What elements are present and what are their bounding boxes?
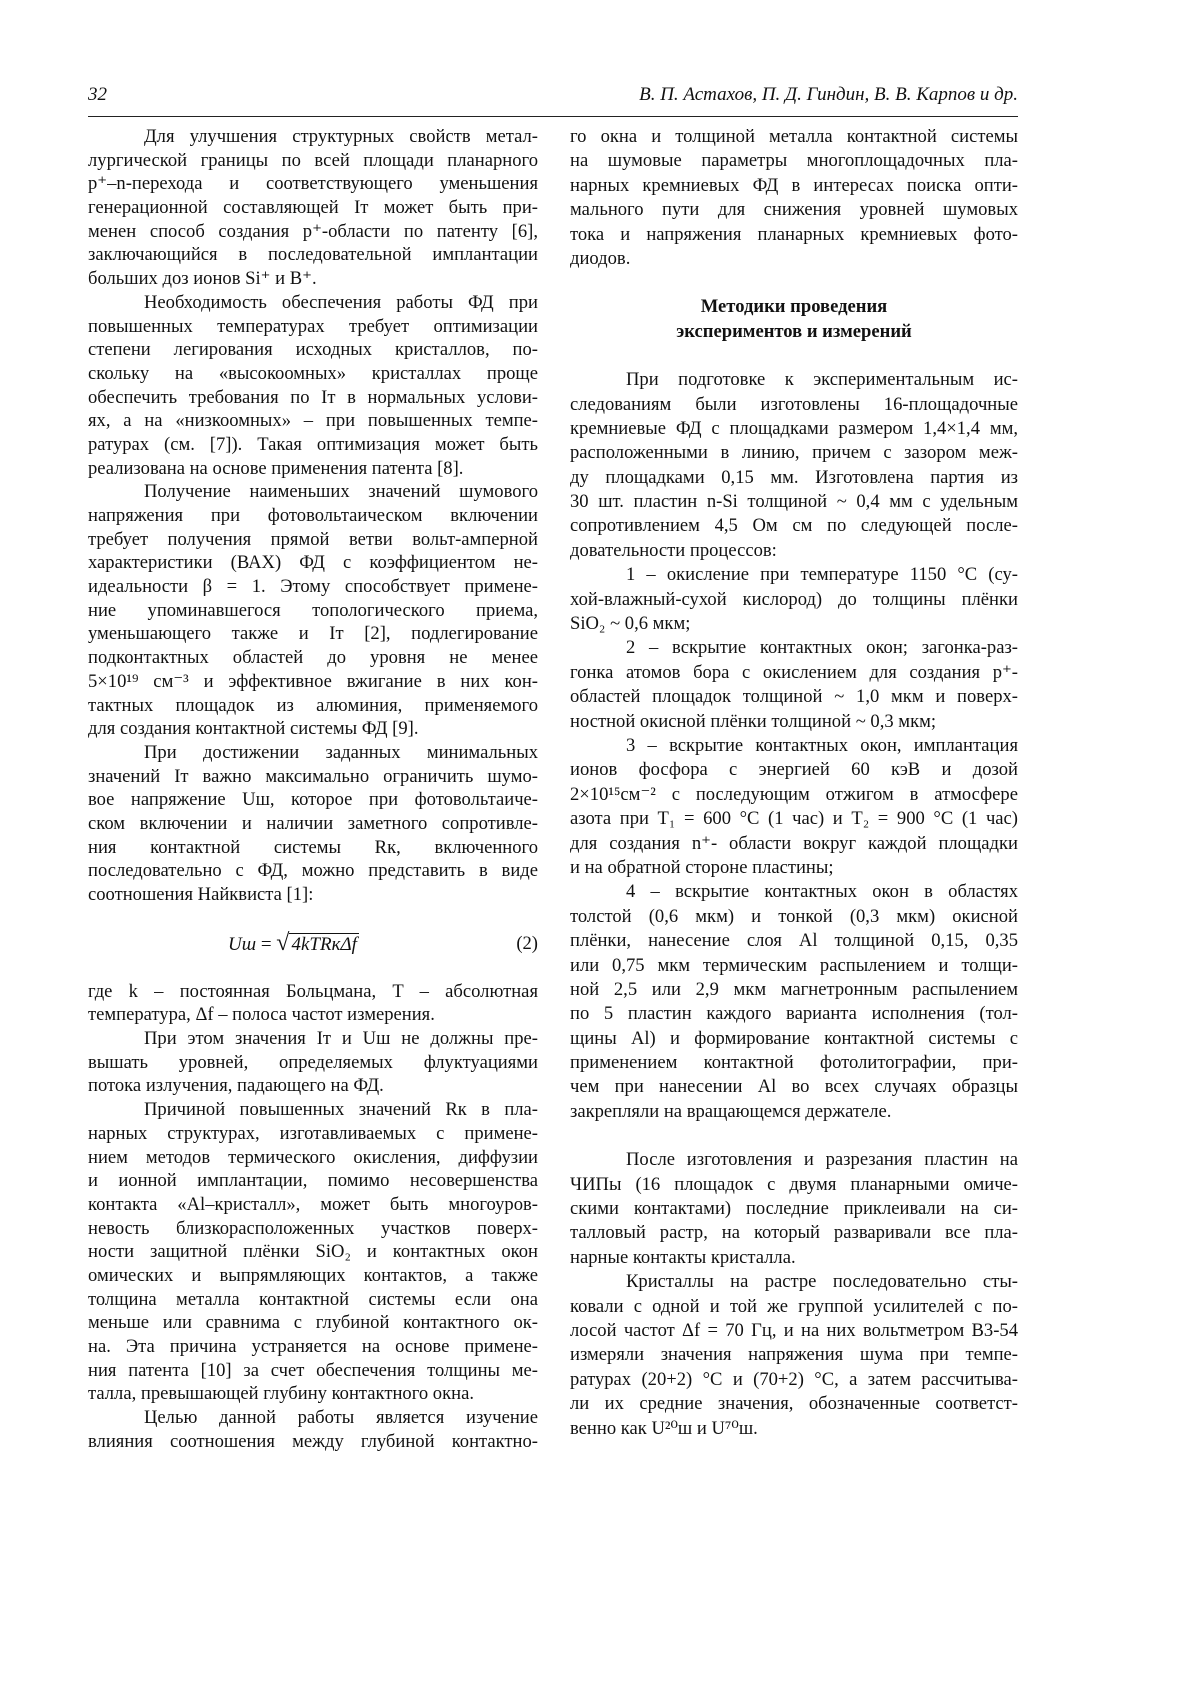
- text-line: невость близкорасположенных участков поверх-: [88, 1217, 538, 1241]
- blank-line: [570, 271, 1018, 295]
- equation-2: [88, 907, 538, 980]
- text-line: диодов.: [570, 247, 1018, 271]
- formula-radicand: 4kTRкΔf: [289, 933, 358, 955]
- text-line: для создания контактной системы ФД [9].: [88, 717, 538, 741]
- text-line: При подготовке к экспериментальным ис-: [570, 368, 1018, 392]
- text-line: скими контактами) последние приклеивали на си-: [570, 1197, 1018, 1221]
- text-line: степени легирования исходных кристаллов, по-: [88, 338, 538, 362]
- blank-line: [570, 1124, 1018, 1148]
- text-line: плёнки, нанесение слоя Al толщиной 0,15, 0,35: [570, 929, 1018, 953]
- text-line: Кристаллы на растре последовательно сты-: [570, 1270, 1018, 1294]
- text-line: тактных площадок из алюминия, применяемого: [88, 694, 538, 718]
- text-line: измеряли значения напряжения шума при темпе-: [570, 1343, 1018, 1367]
- text-line: 1 – окисление при температуре 1150 °С (су-: [570, 563, 1018, 587]
- text-line: лосой частот Δf = 70 Гц, и на них вольтметром В3-54: [570, 1319, 1018, 1343]
- text-line: Необходимость обеспечения работы ФД при: [88, 291, 538, 315]
- text-line: лургической границы по всей площади планарного: [88, 149, 538, 173]
- text-line: вышать уровней, определяемых флуктуациями: [88, 1051, 538, 1075]
- page-number: 32: [88, 84, 107, 106]
- text-line: температура, Δf – полоса частот измерения.: [88, 1003, 538, 1027]
- text-line: венно как U²⁰ш и U⁷⁰ш.: [570, 1417, 1018, 1441]
- text-line: областей площадок толщиной ~ 1,0 мкм и поверх-: [570, 685, 1018, 709]
- text-line: После изготовления и разрезания пластин на: [570, 1148, 1018, 1172]
- text-line: омических и выпрямляющих контактов, а также: [88, 1264, 538, 1288]
- text-line: нарные контакты кристалла.: [570, 1246, 1018, 1270]
- text-line: генерационной составляющей Iт может быть при-: [88, 196, 538, 220]
- left-text-after-formula: [88, 980, 538, 1454]
- equation-number: (2): [516, 907, 538, 980]
- section-heading-line: Методики проведения: [570, 295, 1018, 319]
- text-line: ностной окисной плёнки толщиной ~ 0,3 мкм;: [570, 710, 1018, 734]
- section-heading-line: экспериментов и измерений: [570, 320, 1018, 344]
- text-line: ском включении и наличии заметного сопротивле-: [88, 812, 538, 836]
- text-line: При этом значения Iт и Uш не должны пре-: [88, 1027, 538, 1051]
- text-line: и на обратной стороне пластины;: [570, 856, 1018, 880]
- text-line: 30 шт. пластин n-Si толщиной ~ 0,4 мм с удельным: [570, 490, 1018, 514]
- text-line: ионов фосфора с энергией 60 кэВ и дозой: [570, 758, 1018, 782]
- blank-line: [570, 344, 1018, 368]
- text-line: идеальности β = 1. Этому способствует примене-: [88, 575, 538, 599]
- text-line: кремниевые ФД с площадками размером 1,4×1,4 мм,: [570, 417, 1018, 441]
- text-line: напряжения при фотовольтаическом включении: [88, 504, 538, 528]
- text-line: потока излучения, падающего на ФД.: [88, 1074, 538, 1098]
- text-line: для создания n⁺- области вокруг каждой площадки: [570, 832, 1018, 856]
- formula-lhs: Uш: [228, 934, 256, 955]
- text-line: мального пути для снижения уровней шумовых: [570, 198, 1018, 222]
- text-line: ной 2,5 или 2,9 мкм магнетронным распылением: [570, 978, 1018, 1002]
- text-line: где k – постоянная Больцмана, T – абсолютная: [88, 980, 538, 1004]
- text-line: менен способ создания p⁺-области по патенту [6],: [88, 220, 538, 244]
- text-line: тока и напряжения планарных кремниевых фото-: [570, 223, 1018, 247]
- text-line: ратурах (см. [7]). Такая оптимизация может быть: [88, 433, 538, 457]
- left-text-before-formula: [88, 125, 538, 907]
- text-line: нарных кремниевых ФД в интересах поиска опти-: [570, 174, 1018, 198]
- text-line: Для улучшения структурных свойств метал-: [88, 125, 538, 149]
- text-line: 4 – вскрытие контактных окон в областях: [570, 880, 1018, 904]
- text-line: характеристики (ВАХ) ФД с коэффициентом не-: [88, 551, 538, 575]
- text-line: последовательно с ФД, можно представить в виде: [88, 859, 538, 883]
- text-line: обеспечить требования по Iт в нормальных услови-: [88, 386, 538, 410]
- text-line: соотношения Найквиста [1]:: [88, 883, 538, 907]
- text-line: ли их средние значения, обозначенные соответст-: [570, 1392, 1018, 1416]
- text-line: щины Al) и формирование контактной системы с: [570, 1027, 1018, 1051]
- header-rule: [88, 116, 1018, 117]
- text-line: нарных структурах, изготавливаемых с примене-: [88, 1122, 538, 1146]
- formula-body: [228, 907, 359, 981]
- text-line: применением контактной фотолитографии, при-: [570, 1051, 1018, 1075]
- text-line: реализована на основе применения патента [8].: [88, 457, 538, 481]
- text-line: 3 – вскрытие контактных окон, имплантация: [570, 734, 1018, 758]
- left-column: [88, 125, 538, 1453]
- text-line: требует получения прямой ветви вольт-амперной: [88, 528, 538, 552]
- text-line: влияния соотношения между глубиной контактно-: [88, 1430, 538, 1454]
- text-line: по 5 пластин каждого варианта исполнения (тол-: [570, 1002, 1018, 1026]
- text-line: на. Эта причина устраняется на основе примене-: [88, 1335, 538, 1359]
- text-line: больших доз ионов Si⁺ и B⁺.: [88, 267, 538, 291]
- text-line: нием методов термического окисления, диффузии: [88, 1146, 538, 1170]
- text-line: Целью данной работы является изучение: [88, 1406, 538, 1430]
- text-line: го окна и толщиной металла контактной системы: [570, 125, 1018, 149]
- text-line: подконтактных областей до уровня не менее: [88, 646, 538, 670]
- text-line: ратурах (20+2) °С и (70+2) °С, а затем рассчитыва-: [570, 1368, 1018, 1392]
- text-line: вое напряжение Uш, которое при фотовольтаиче-: [88, 788, 538, 812]
- running-header-authors: В. П. Астахов, П. Д. Гиндин, В. В. Карпов и др.: [639, 84, 1018, 106]
- text-line: ковали с одной и той же группой усилителей с по-: [570, 1295, 1018, 1319]
- text-line: талловый растр, на который разваривали все пла-: [570, 1221, 1018, 1245]
- text-line: скольку на «высокоомных» кристаллах проще: [88, 362, 538, 386]
- text-line: При достижении заданных минимальных: [88, 741, 538, 765]
- text-line: ние упоминавшегося топологического приема,: [88, 599, 538, 623]
- text-line: значений Iт важно максимально ограничить шумо-: [88, 765, 538, 789]
- text-line: 2 – вскрытие контактных окон; загонка-раз-: [570, 636, 1018, 660]
- sqrt-icon: √: [276, 930, 289, 956]
- text-line: довательности процессов:: [570, 539, 1018, 563]
- text-line: расположенными в линию, причем с зазором меж-: [570, 441, 1018, 465]
- text-line: ЧИПы (16 площадок с двумя планарными омиче-: [570, 1173, 1018, 1197]
- text-line: Причиной повышенных значений Rк в пла-: [88, 1098, 538, 1122]
- text-line: уменьшающего также и Iт [2], подлегирование: [88, 622, 538, 646]
- text-line: хой-влажный-сухой кислород) до толщины плёнки: [570, 588, 1018, 612]
- text-line: ях, а на «низкоомных» – при повышенных темпе-: [88, 409, 538, 433]
- text-line: толстой (0,6 мкм) и тонкой (0,3 мкм) окисной: [570, 905, 1018, 929]
- text-line: азота при T₁ = 600 °С (1 час) и T₂ = 900 °С (1 час): [570, 807, 1018, 831]
- text-line: закрепляли на вращающемся держателе.: [570, 1100, 1018, 1124]
- text-line: на шумовые параметры многоплощадочных пла-: [570, 149, 1018, 173]
- text-line: p⁺–n-перехода и соответствующего уменьшения: [88, 172, 538, 196]
- text-line: сопротивлением 4,5 Ом см по следующей после-: [570, 514, 1018, 538]
- text-line: следованиям были изготовлены 16-площадочные: [570, 393, 1018, 417]
- formula-equals: =: [256, 934, 276, 955]
- text-line: заключающийся в последовательной имплантации: [88, 243, 538, 267]
- right-column: [570, 125, 1018, 1441]
- text-line: повышенных температурах требует оптимизации: [88, 315, 538, 339]
- text-line: SiO₂ ~ 0,6 мкм;: [570, 612, 1018, 636]
- text-line: 2×10¹⁵см⁻² с последующим отжигом в атмосфере: [570, 783, 1018, 807]
- text-line: и ионной имплантации, помимо несовершенства: [88, 1169, 538, 1193]
- text-line: ду площадками 0,15 мм. Изготовлена партия из: [570, 466, 1018, 490]
- text-line: чем при нанесении Al во всех случаях образцы: [570, 1075, 1018, 1099]
- text-line: меньше или сравнима с глубиной контактного ок-: [88, 1311, 538, 1335]
- text-line: ния контактной системы Rк, включенного: [88, 836, 538, 860]
- text-line: 5×10¹⁹ см⁻³ и эффективное вжигание в них кон-: [88, 670, 538, 694]
- text-line: контакта «Al–кристалл», может быть многоуров-: [88, 1193, 538, 1217]
- right-text: [570, 125, 1018, 1441]
- text-line: ния патента [10] за счет обеспечения толщины ме-: [88, 1359, 538, 1383]
- text-line: Получение наименьших значений шумового: [88, 480, 538, 504]
- text-line: гонка атомов бора с окислением для создания p⁺-: [570, 661, 1018, 685]
- text-line: талла, превышающей глубину контактного окна.: [88, 1382, 538, 1406]
- text-line: толщина металла контактной системы если она: [88, 1288, 538, 1312]
- text-line: ности защитной плёнки SiO₂ и контактных окон: [88, 1240, 538, 1264]
- text-line: или 0,75 мкм термическим распылением и толщи-: [570, 954, 1018, 978]
